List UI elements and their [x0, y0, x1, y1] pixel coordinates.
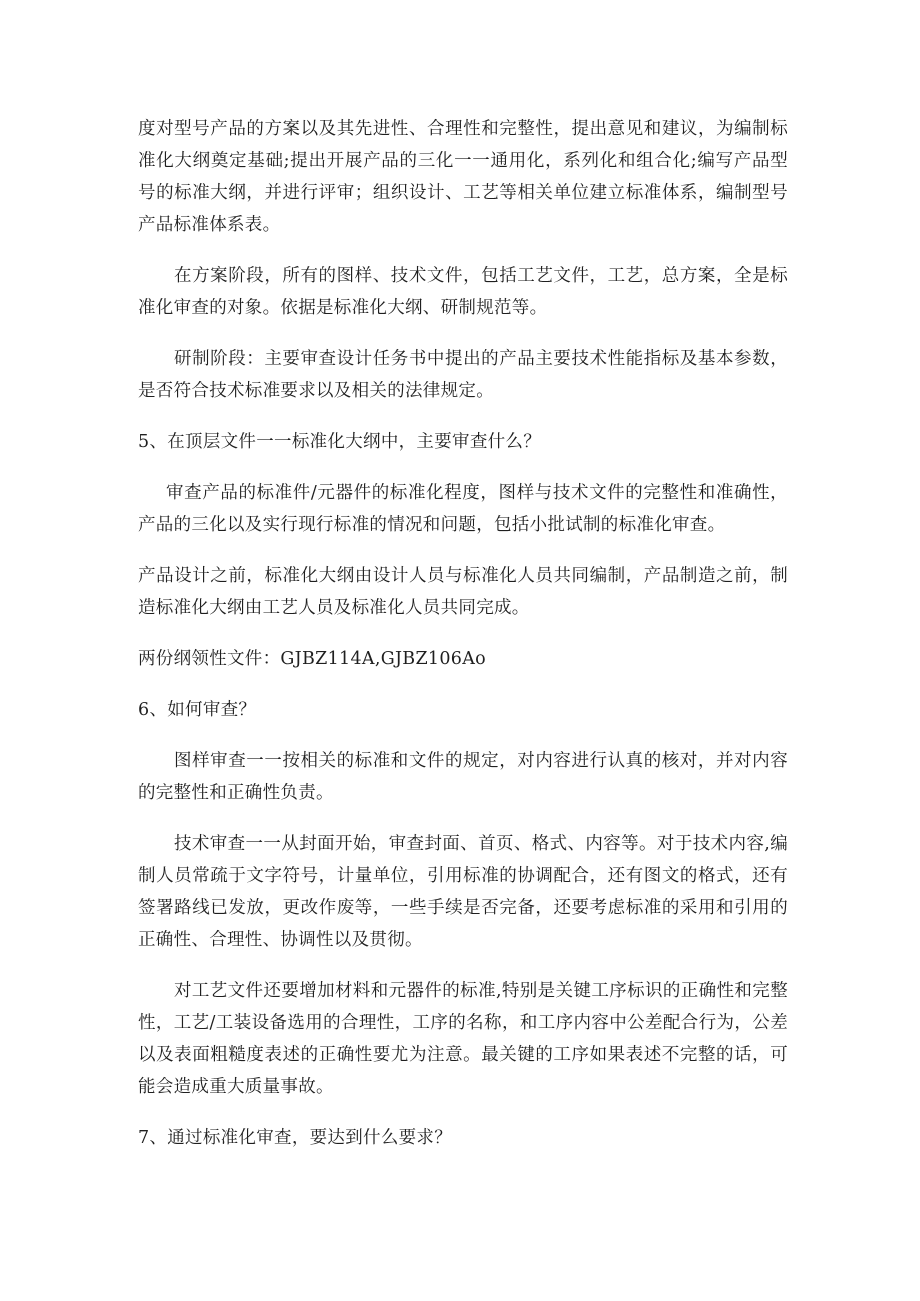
- question-5-heading: 5、在顶层文件一一标准化大纲中，主要审查什么？: [138, 432, 542, 452]
- paragraph-outline-preparation: 产品设计之前，标准化大纲由设计人员与标准化人员共同编制，产品制造之前，制造标准化大纲由工艺人员及标准化人员共同完成。: [138, 566, 788, 618]
- paragraph-technical-review: 技术审查一一从封面开始，审查封面、首页、格式、内容等。对于技术内容,编制人员常疏于文字符号，计量单位，引用标准的协调配合，还有图文的格式，还有签署路线已发放，更改作废等，一些手续是否完备，还要考虑标准的采用和引用的正确性、合理性、协调性以及贯彻。: [138, 834, 788, 950]
- question-7-heading: 7、通过标准化审查，要达到什么要求？: [138, 1128, 453, 1148]
- paragraph-program-documents: 两份纲领性文件：GJBZ114A,GJBZ106Ao: [138, 649, 487, 669]
- paragraph-drawing-review: 图样审查一一按相关的标准和文件的规定，对内容进行认真的核对，并对内容的完整性和正确性负责。: [138, 751, 788, 803]
- paragraph-scheme-stage: 在方案阶段，所有的图样、技术文件，包括工艺文件，工艺，总方案，全是标准化审查的对象。依据是标准化大纲、研制规范等。: [138, 266, 788, 318]
- document-body: [138, 113, 788, 1154]
- paragraph-review-content: 审查产品的标准件/元器件的标准化程度，图样与技术文件的完整性和准确性，产品的三化以及实行现行标准的情况和问题，包括小批试制的标准化审查。: [138, 483, 788, 535]
- question-6-heading: 6、如何审查？: [138, 700, 257, 720]
- paragraph-development-stage: 研制阶段：主要审查设计任务书中提出的产品主要技术性能指标及基本参数，是否符合技术标准要求以及相关的法律规定。: [138, 349, 788, 401]
- paragraph-process-documents: 对工艺文件还要增加材料和元器件的标准,特别是关键工序标识的正确性和完整性，工艺/工装设备选用的合理性，工序的名称，和工序内容中公差配合行为，公差以及表面粗糙度表述的正确性要尤为注意。最关键的工序如果表述不完整的话，可能会造成重大质量事故。: [138, 981, 788, 1097]
- paragraph-continuation: 度对型号产品的方案以及其先进性、合理性和完整性，提出意见和建议，为编制标准化大纲奠定基础;提出开展产品的三化一一通用化，系列化和组合化;编写产品型号的标准大纲，并进行评审；组织设计、工艺等相关单位建立标准体系，编制型号产品标准体系表。: [138, 119, 788, 235]
